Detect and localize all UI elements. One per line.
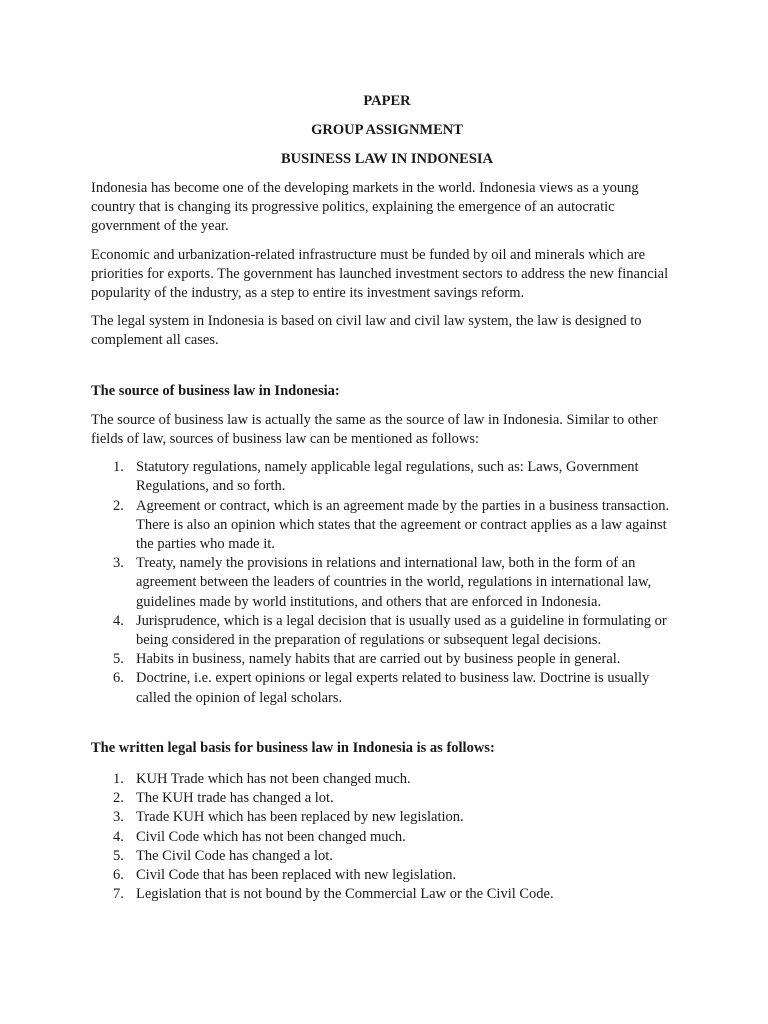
list-item	[91, 885, 683, 904]
document-page	[91, 88, 683, 905]
list-item-number: 5.	[113, 847, 124, 864]
list-item	[91, 497, 683, 555]
list-item-number: 7.	[113, 886, 124, 903]
sources-list	[91, 458, 683, 708]
list-item	[91, 847, 683, 866]
written-basis-list	[91, 770, 683, 904]
list-item	[91, 458, 683, 496]
list-item-number: 2.	[113, 497, 124, 514]
list-item	[91, 650, 683, 669]
list-item-number: 6.	[113, 867, 124, 884]
list-item-text: Agreement or contract, which is an agreement made by the parties in a business transaction. There is also an opinion which states that the agreement or contract applies as a law against the parties who made it.	[136, 497, 670, 553]
list-item-text: Civil Code that has been replaced with new legislation.	[136, 867, 457, 884]
sources-heading: The source of business law in Indonesia:	[91, 382, 340, 399]
list-item-text: KUH Trade which has not been changed much.	[136, 771, 411, 788]
list-item-text: Doctrine, i.e. expert opinions or legal experts related to business law. Doctrine is usually called the opinion of legal scholars.	[136, 670, 650, 706]
list-item-number: 1.	[113, 771, 124, 788]
list-item-text: Treaty, namely the provisions in relations and international law, both in the form of an agreement between the leaders of countries in the world, regulations in international law, guidelines made by world institutions, and others that are enforced in Indonesia.	[136, 555, 652, 610]
list-item	[91, 808, 683, 827]
list-item	[91, 669, 683, 707]
intro-paragraph: Indonesia has become one of the developing markets in the world. Indonesia views as a young country that is changing its progressive politics, explaining the emergence of an autocratic government of the year.	[91, 180, 639, 235]
list-item-number: 1.	[113, 459, 124, 476]
document-label: PAPER	[363, 93, 411, 109]
list-item-number: 4.	[113, 612, 124, 629]
list-item	[91, 612, 683, 650]
assignment-type: GROUP ASSIGNMENT	[311, 122, 463, 138]
list-item-text: Statutory regulations, namely applicable legal regulations, such as: Laws, Government Regulations, and so forth.	[136, 459, 639, 495]
list-item-text: Habits in business, namely habits that are carried out by business people in general.	[136, 651, 621, 668]
intro-paragraph: The legal system in Indonesia is based on civil law and civil law system, the law is designed to complement all cases.	[91, 313, 642, 349]
list-item	[91, 770, 683, 789]
list-item-number: 3.	[113, 555, 124, 572]
written-basis-heading: The written legal basis for business law in Indonesia is as follows:	[91, 739, 495, 756]
list-item-text: The Civil Code has changed a lot.	[136, 847, 333, 864]
list-item-text: Legislation that is not bound by the Commercial Law or the Civil Code.	[136, 886, 554, 903]
list-item-text: Jurisprudence, which is a legal decision that is usually used as a guideline in formulating or being considered in the preparation of regulations or subsequent legal decisions.	[136, 612, 667, 649]
sources-intro-paragraph: The source of business law is actually the same as the source of law in Indonesia. Similar to other fields of law, sources of business law can be mentioned as follows:	[91, 411, 658, 448]
intro-paragraph: Economic and urbanization-related infrastructure must be funded by oil and minerals which are priorities for exports. The government has launched investment sectors to address the new financial popularity of the industry, as a step to entire its investment savings reform.	[91, 246, 669, 302]
list-item-number: 5.	[113, 651, 124, 668]
list-item-text: The KUH trade has changed a lot.	[136, 790, 334, 807]
list-item-text: Trade KUH which has been replaced by new legislation.	[136, 809, 464, 826]
list-item-text: Civil Code which has not been changed much.	[136, 828, 406, 845]
list-item-number: 4.	[113, 828, 124, 845]
list-item-number: 3.	[113, 809, 124, 826]
list-item	[91, 828, 683, 847]
list-item	[91, 789, 683, 808]
list-item	[91, 554, 683, 612]
list-item-number: 6.	[113, 670, 124, 687]
document-title: BUSINESS LAW IN INDONESIA	[280, 151, 494, 167]
list-item	[91, 866, 683, 885]
list-item-number: 2.	[113, 790, 124, 807]
